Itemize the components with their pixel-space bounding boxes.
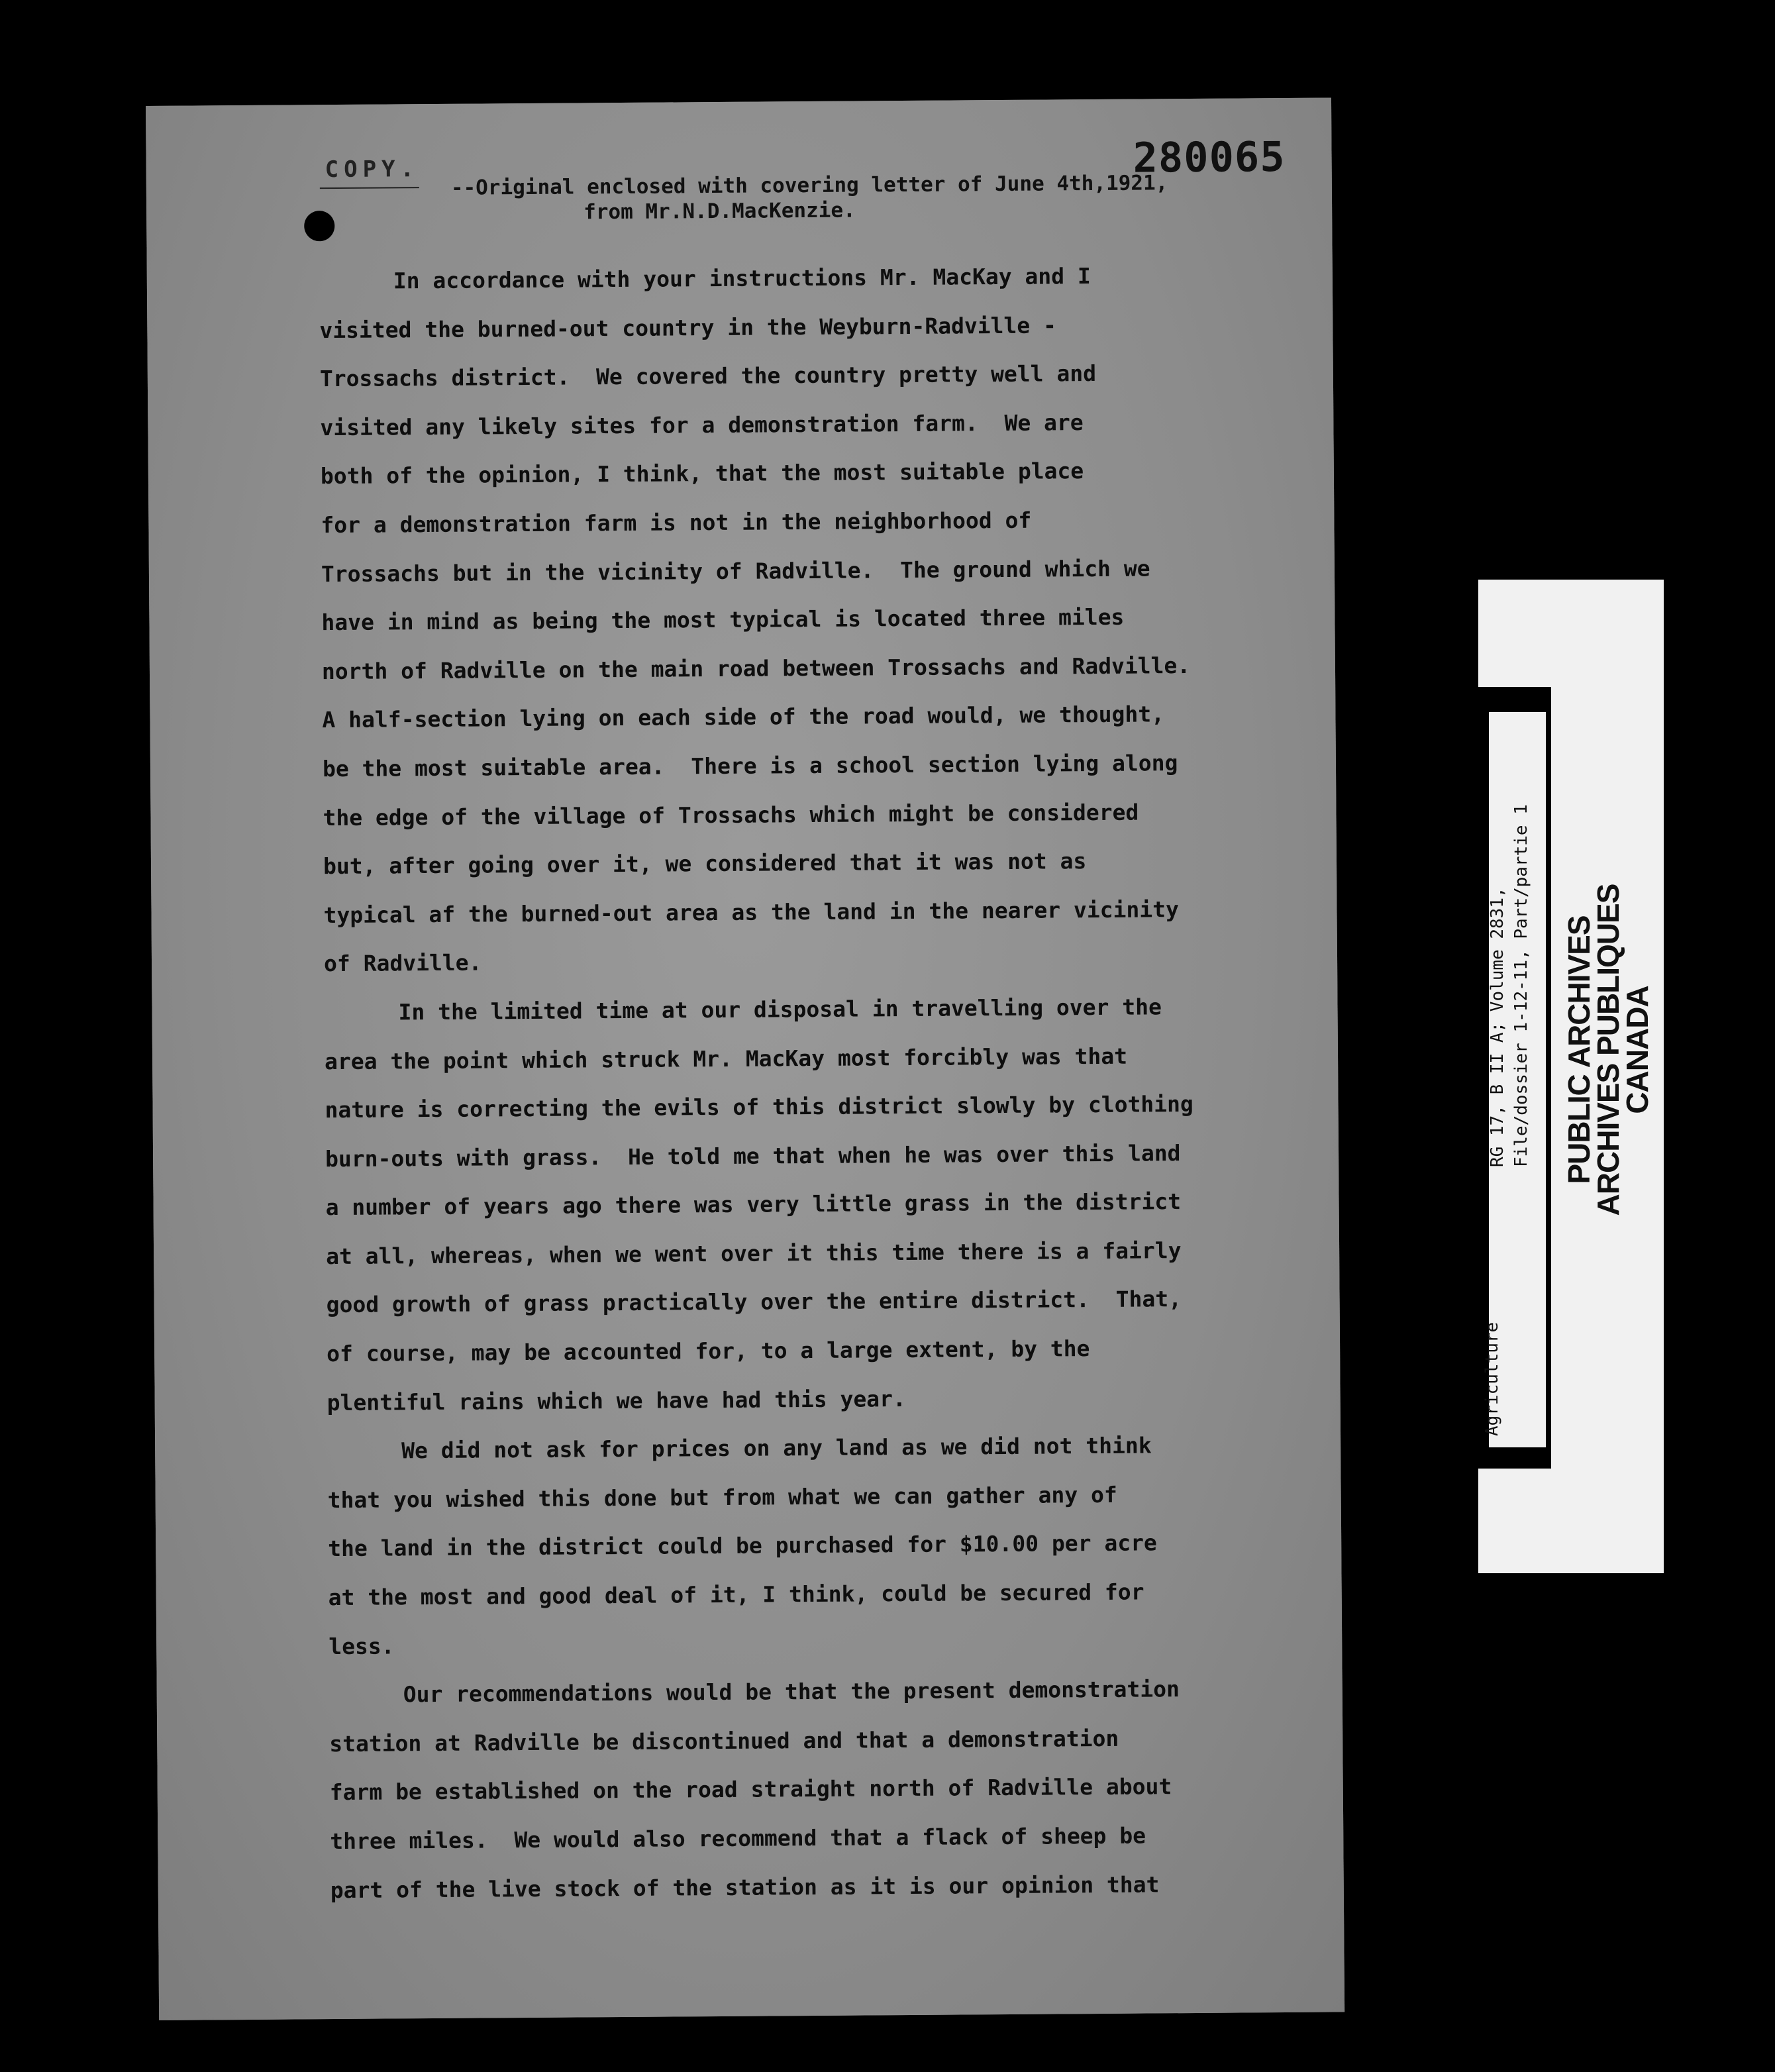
text-line: Our recommendations would be that the present demonstration [403, 1676, 1180, 1708]
text-line: of Radville. [323, 949, 482, 977]
original-note [451, 170, 1168, 226]
punch-hole [304, 211, 334, 241]
text-line: burn-outs with grass. He told me that when he was over this land [325, 1139, 1181, 1172]
note-line: from Mr.N.D.MacKenzie. [583, 198, 856, 225]
text-line: A half-section lying on each side of the road would, we thought, [322, 701, 1165, 733]
document-page [146, 98, 1344, 2020]
text-line: the edge of the village of Trossachs which might be considered [323, 799, 1139, 831]
text-line: for a demonstration farm is not in the neighborhood of [321, 507, 1032, 539]
archive-reference-line-2: File/dossier 1-12-11, Part/partie 1 [1511, 804, 1531, 1167]
archive-institution [1564, 878, 1652, 1222]
text-line: that you wished this done but from what we can gather any of [327, 1481, 1117, 1513]
text-line: three miles. We would also recommend that a flack of sheep be [330, 1822, 1146, 1855]
text-line: at the most and good deal of it, I think, could be secured for [328, 1579, 1144, 1611]
institution-line: CANADA [1620, 986, 1654, 1114]
letter-body [319, 250, 1337, 1915]
copy-underline [320, 187, 419, 189]
text-line: plentiful rains which we have had this year. [327, 1385, 906, 1416]
note-line: --Original enclosed with covering letter of June 4th,1921, [450, 171, 1168, 200]
text-line: the land in the district could be purchased for $10.00 per acre [328, 1529, 1157, 1562]
text-line: typical af the burned-out area as the land in the nearer vicinity [323, 896, 1180, 928]
text-line: have in mind as being the most typical is located three miles [321, 603, 1125, 636]
text-line: at all, whereas, when we went over it this time there is a fairly [325, 1237, 1182, 1270]
text-line: station at Radville be discontinued and that a demonstration [329, 1725, 1119, 1757]
archive-reference-line-1: RG 17, B II A; Volume 2831, [1488, 887, 1507, 1167]
text-line: a number of years ago there was very little grass in the district [325, 1188, 1182, 1221]
document-number: 280065 [1133, 132, 1286, 182]
text-line: visited the burned-out country in the Weyburn-Radville - [319, 312, 1057, 343]
text-line: north of Radville on the main road between Trossachs and Radville. [321, 652, 1191, 684]
text-line: We did not ask for prices on any land as we did not think [401, 1432, 1152, 1464]
institution-line: PUBLIC ARCHIVES [1562, 915, 1596, 1184]
text-line: In the limited time at our disposal in travelling over the [398, 994, 1162, 1025]
text-line: of course, may be accounted for, to a large extent, by the [327, 1335, 1090, 1367]
institution-line: ARCHIVES PUBLIQUES [1591, 884, 1625, 1216]
text-line: both of the opinion, I think, that the most suitable place [320, 458, 1084, 490]
text-line: area the point which struck Mr. MacKay most forcibly was that [324, 1043, 1128, 1074]
archive-subject: Agriculture [1482, 1321, 1502, 1436]
text-line: be the most suitable area. There is a school section lying along [322, 750, 1178, 782]
text-line: Trossachs district. We covered the country pretty well and [319, 360, 1097, 392]
text-line: less. [329, 1633, 395, 1659]
text-line: good growth of grass practically over the entire district. That, [326, 1286, 1182, 1318]
text-line: farm be established on the road straight north of Radville about [329, 1773, 1172, 1806]
text-line: part of the live stock of the station as it is our opinion that [330, 1871, 1160, 1903]
copy-mark: COPY. [325, 156, 420, 183]
text-line: Trossachs but in the vicinity of Radville. The ground which we [321, 554, 1150, 587]
text-line: nature is correcting the evils of this district slowly by clothing [325, 1091, 1193, 1123]
text-line: visited any likely sites for a demonstration farm. We are [320, 409, 1084, 440]
text-line: In accordance with your instructions Mr. MacKay and I [393, 263, 1091, 294]
text-line: but, after going over it, we considered that it was not as [323, 848, 1087, 880]
